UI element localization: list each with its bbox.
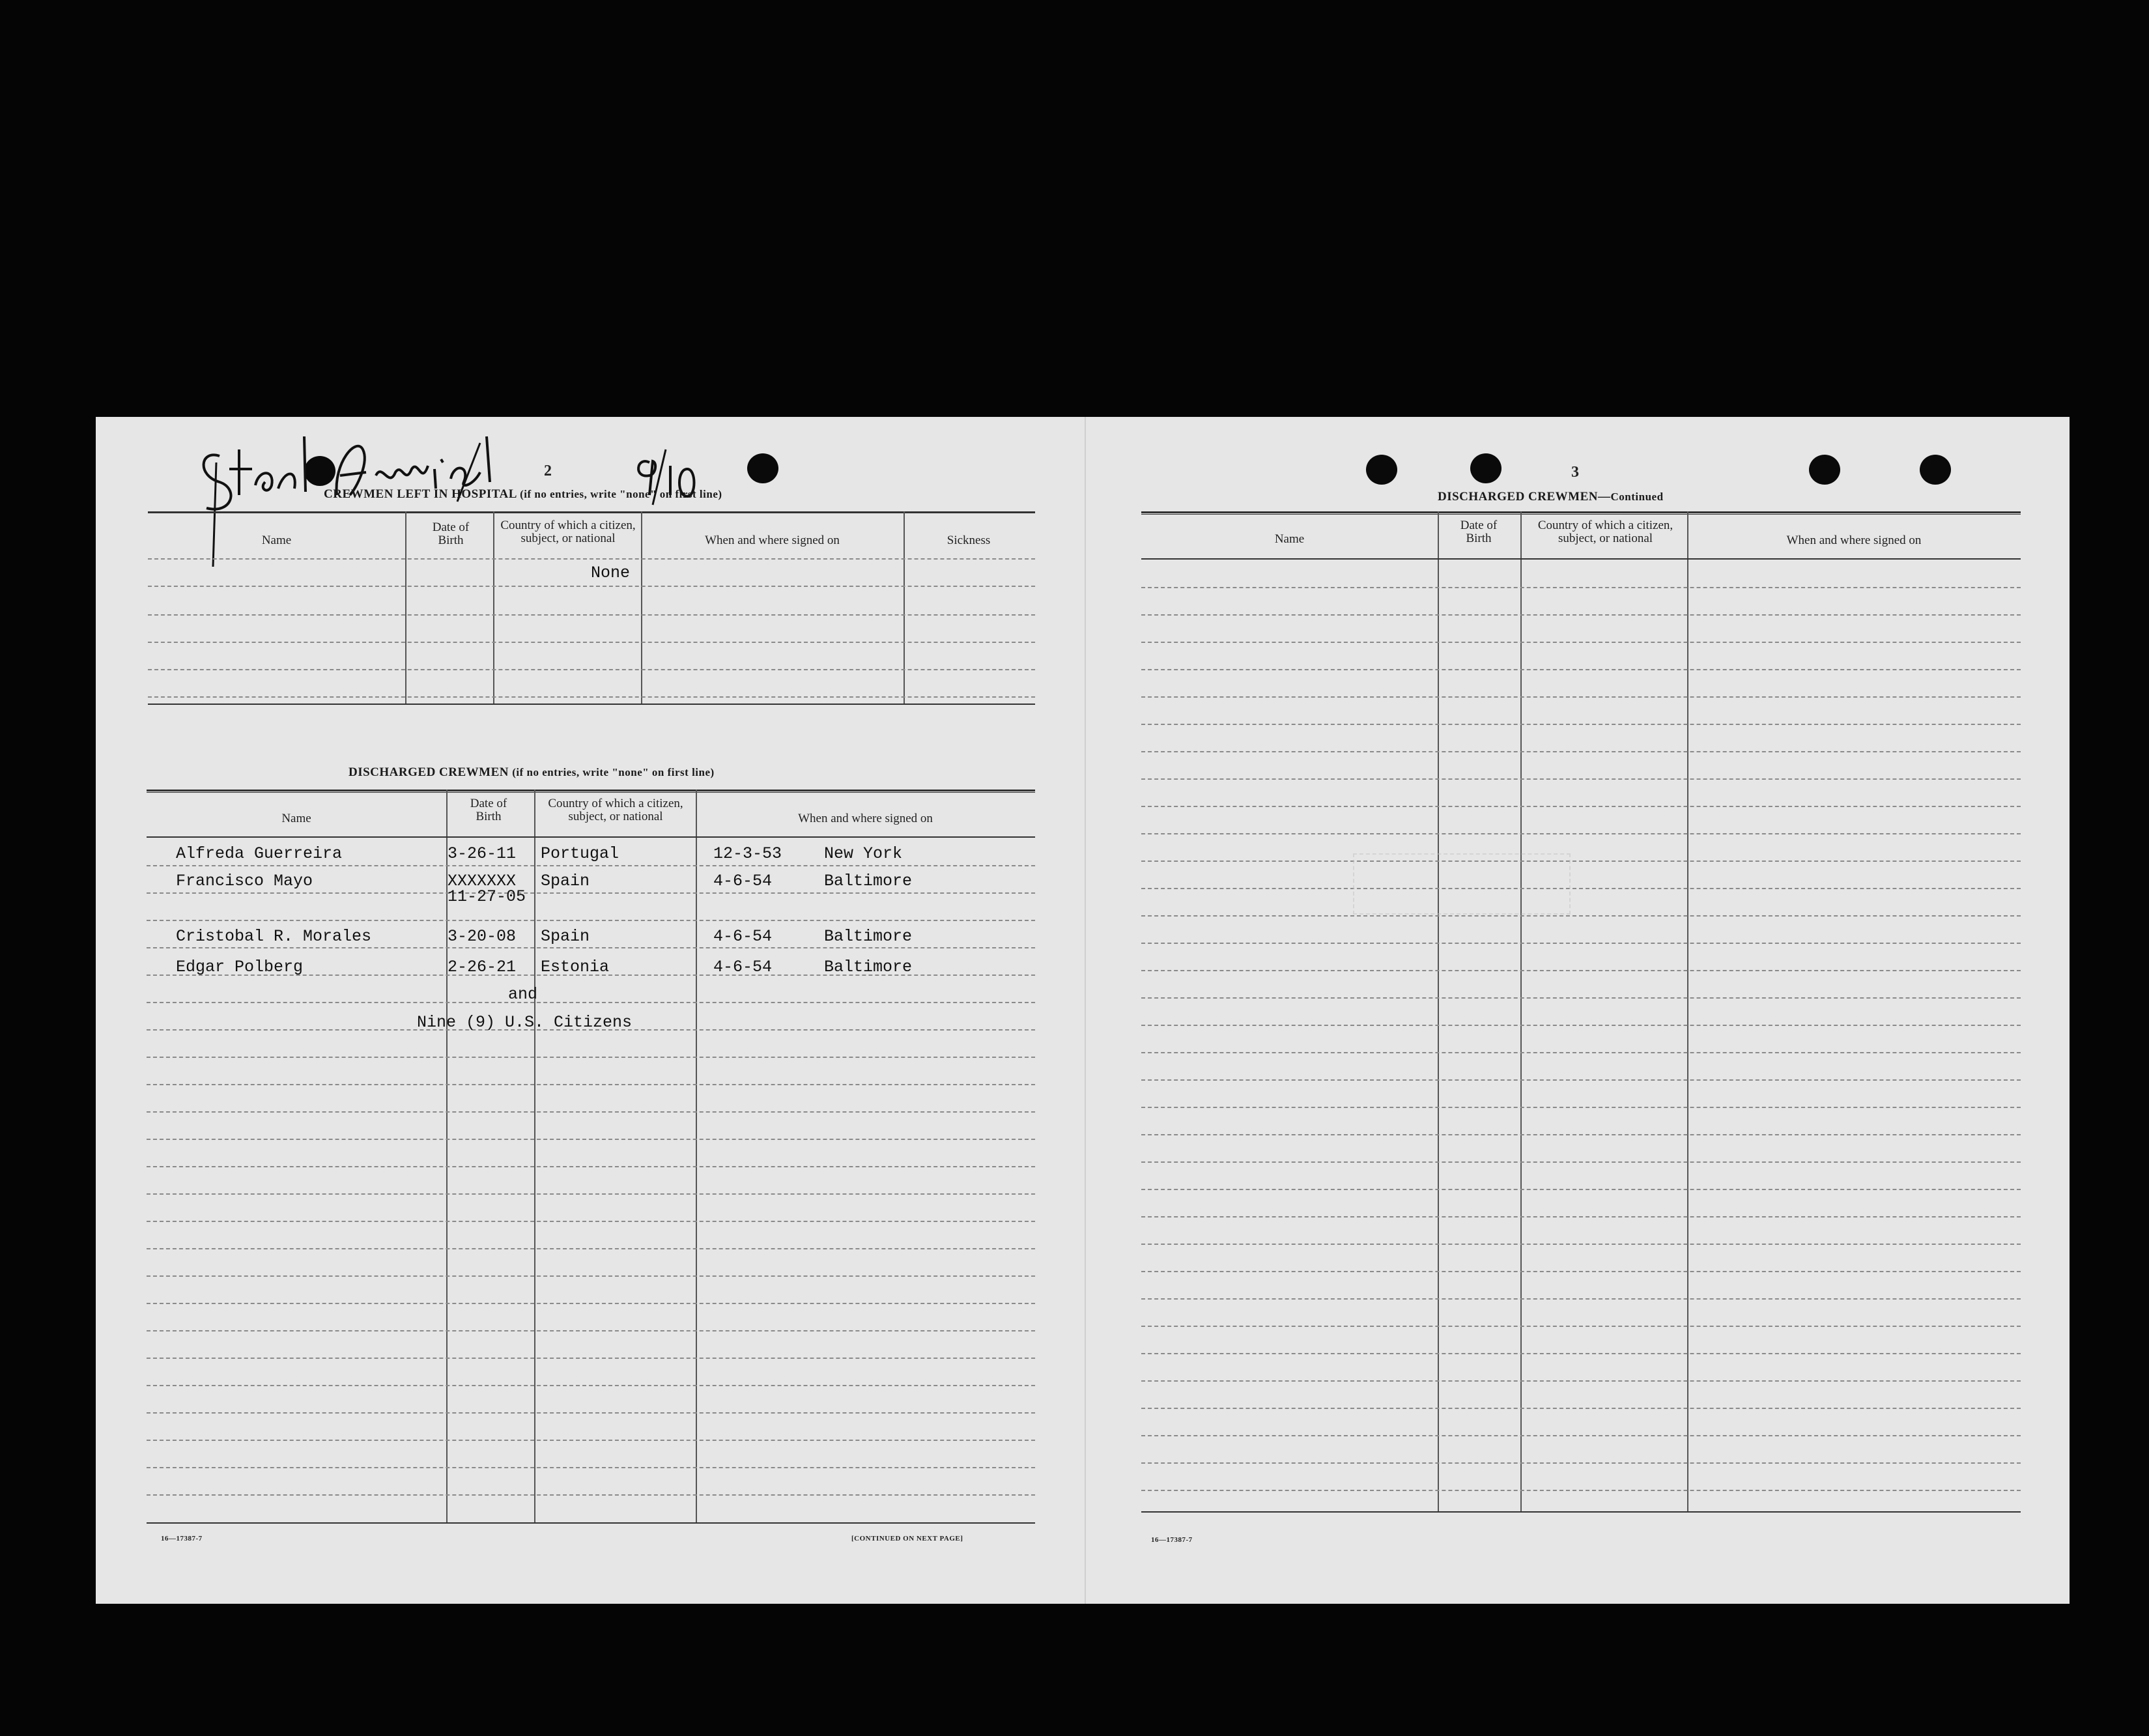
row-line: [1141, 1025, 2021, 1026]
crew-country: Portugal: [541, 844, 619, 863]
crew-name: Cristobal R. Morales: [176, 927, 372, 946]
crew-signed-place: New York: [824, 844, 903, 863]
crew-country: Estonia: [541, 958, 610, 976]
hospital-note: (if no entries, write "none" on first line): [520, 488, 722, 500]
row-line: [147, 1166, 1035, 1167]
crew-country: Spain: [541, 927, 590, 946]
row-line: [147, 1330, 1035, 1331]
table-rule: [147, 792, 1035, 793]
crew-dob: 3-20-08: [448, 927, 517, 946]
page-number-left: 2: [544, 462, 552, 479]
row-line: [1141, 997, 2021, 999]
crew-dob-struck: XXXXXXX: [448, 872, 517, 890]
right-title: DISCHARGED CREWMEN—: [1438, 490, 1611, 504]
row-line: [1141, 1079, 2021, 1081]
col-header-country: Country of which a citizen, subject, or national: [1537, 519, 1673, 545]
row-line: [1141, 1271, 2021, 1272]
row-line: [148, 586, 1035, 587]
row-line: [1141, 1107, 2021, 1108]
row-line: [147, 1303, 1035, 1304]
row-line: [1141, 1134, 2021, 1135]
punch-hole: [1470, 453, 1501, 483]
crew-signed-date: 4-6-54: [713, 927, 773, 946]
row-line: [147, 1084, 1035, 1085]
crew-signed-place: Baltimore: [824, 872, 913, 890]
row-line: [1141, 1462, 2021, 1464]
row-line: [147, 1358, 1035, 1359]
col-header-country: Country of which a citizen, subject, or national: [500, 519, 636, 545]
row-line: [147, 865, 1035, 866]
crew-signed-date: 4-6-54: [713, 958, 773, 976]
discharged-note: (if no entries, write "none" on first line): [512, 766, 715, 778]
us-citizens-line: Nine (9) U.S. Citizens: [417, 1013, 633, 1032]
table-rule: [147, 790, 1035, 791]
table-rule: [147, 1522, 1035, 1524]
row-line: [147, 1412, 1035, 1414]
row-line: [1141, 915, 2021, 917]
col-header-signed-on: When and where signed on: [705, 534, 840, 547]
row-line: [148, 558, 1035, 560]
row-line: [147, 892, 1035, 894]
discharged-title: DISCHARGED CREWMEN: [349, 765, 509, 779]
col-header-name: Name: [261, 534, 292, 547]
form-number-right: 16—17387-7: [1151, 1536, 1193, 1544]
right-section-title: [1438, 490, 1664, 504]
discharged-continued-table: [1141, 511, 2021, 1518]
row-line: [148, 669, 1035, 670]
table-rule: [1141, 514, 2021, 515]
column-divider: [1687, 511, 1688, 1511]
row-line: [1141, 1435, 2021, 1436]
row-line: [1141, 1244, 2021, 1245]
row-line: [1141, 724, 2021, 725]
page-fold: [1085, 417, 1086, 1604]
col-header-dob: Date of Birth: [432, 520, 470, 547]
punch-hole: [1366, 455, 1397, 485]
document-sheet: [96, 417, 2070, 1604]
row-line: [147, 1385, 1035, 1386]
row-line: [148, 614, 1035, 616]
col-header-dob: Date of Birth: [470, 797, 507, 823]
row-line: [147, 1494, 1035, 1496]
row-line: [148, 642, 1035, 643]
row-line: [1141, 1408, 2021, 1409]
row-line: [1141, 778, 2021, 780]
row-line: [1141, 751, 2021, 752]
row-line: [148, 696, 1035, 698]
row-line: [1141, 669, 2021, 670]
crew-dob: 2-26-21: [448, 958, 517, 976]
crew-name: Edgar Polberg: [176, 958, 304, 976]
col-header-signed-on: When and where signed on: [798, 812, 933, 825]
row-line: [1141, 642, 2021, 643]
hospital-table: [148, 511, 1035, 707]
row-line: [1141, 888, 2021, 889]
row-line: [1141, 1353, 2021, 1354]
row-line: [1141, 1161, 2021, 1163]
row-line: [1141, 943, 2021, 944]
crew-signed-place: Baltimore: [824, 927, 913, 946]
hospital-title: CREWMEN LEFT IN HOSPITAL: [324, 487, 517, 501]
page-number-right: 3: [1571, 464, 1579, 481]
punch-hole: [1920, 455, 1951, 485]
row-line: [147, 1193, 1035, 1195]
row-line: [1141, 1052, 2021, 1053]
row-line: [147, 1057, 1035, 1058]
crew-signed-place: Baltimore: [824, 958, 913, 976]
row-line: [1141, 1380, 2021, 1382]
and-line: and: [508, 985, 538, 1004]
crew-signed-date: 12-3-53: [713, 844, 782, 863]
continued-note: [CONTINUED ON NEXT PAGE]: [851, 1535, 963, 1543]
hospital-country-none: None: [591, 563, 631, 582]
row-line: [147, 1002, 1035, 1003]
right-title-suffix: Continued: [1610, 491, 1664, 503]
row-line: [1141, 1189, 2021, 1190]
row-line: [1141, 970, 2021, 971]
row-line: [147, 1467, 1035, 1468]
crew-dob: 3-26-11: [448, 844, 517, 863]
faint-stamp: [1353, 853, 1571, 915]
row-line: [1141, 833, 2021, 834]
row-line: [1141, 614, 2021, 616]
row-line: [147, 1221, 1035, 1222]
col-header-sickness: Sickness: [946, 534, 991, 547]
row-line: [147, 1275, 1035, 1277]
table-rule: [148, 704, 1035, 705]
row-line: [147, 920, 1035, 921]
table-rule: [1141, 511, 2021, 513]
row-line: [147, 1440, 1035, 1441]
col-header-country: Country of which a citizen, subject, or national: [548, 797, 683, 823]
punch-hole: [1809, 455, 1840, 485]
crew-dob: 11-27-05: [448, 887, 526, 906]
column-divider: [493, 511, 494, 704]
column-divider: [1438, 511, 1439, 1511]
form-number-left: 16—17387-7: [161, 1535, 203, 1543]
row-line: [147, 1248, 1035, 1249]
column-divider: [405, 511, 406, 704]
row-line: [1141, 1490, 2021, 1491]
col-header-dob: Date of Birth: [1460, 519, 1498, 545]
crew-signed-date: 4-6-54: [713, 872, 773, 890]
punch-hole: [747, 453, 778, 483]
crew-name: Alfreda Guerreira: [176, 844, 343, 863]
column-divider: [1520, 511, 1522, 1511]
row-line: [147, 1139, 1035, 1140]
row-line: [1141, 1216, 2021, 1217]
row-line: [1141, 861, 2021, 862]
table-rule: [147, 836, 1035, 838]
row-line: [1141, 1326, 2021, 1327]
crew-country: Spain: [541, 872, 590, 890]
row-line: [147, 947, 1035, 948]
col-header-name: Name: [281, 812, 311, 825]
row-line: [147, 1111, 1035, 1113]
row-line: [1141, 806, 2021, 807]
table-rule: [1141, 1511, 2021, 1513]
hospital-section-title: [324, 487, 722, 502]
col-header-name: Name: [1274, 532, 1305, 546]
col-header-signed-on: When and where signed on: [1786, 534, 1922, 547]
discharged-section-title: [349, 765, 715, 780]
row-line: [1141, 1298, 2021, 1300]
crew-name: Francisco Mayo: [176, 872, 313, 890]
discharged-table: [147, 790, 1035, 1526]
table-rule: [1141, 558, 2021, 560]
row-line: [1141, 587, 2021, 588]
row-line: [1141, 696, 2021, 698]
